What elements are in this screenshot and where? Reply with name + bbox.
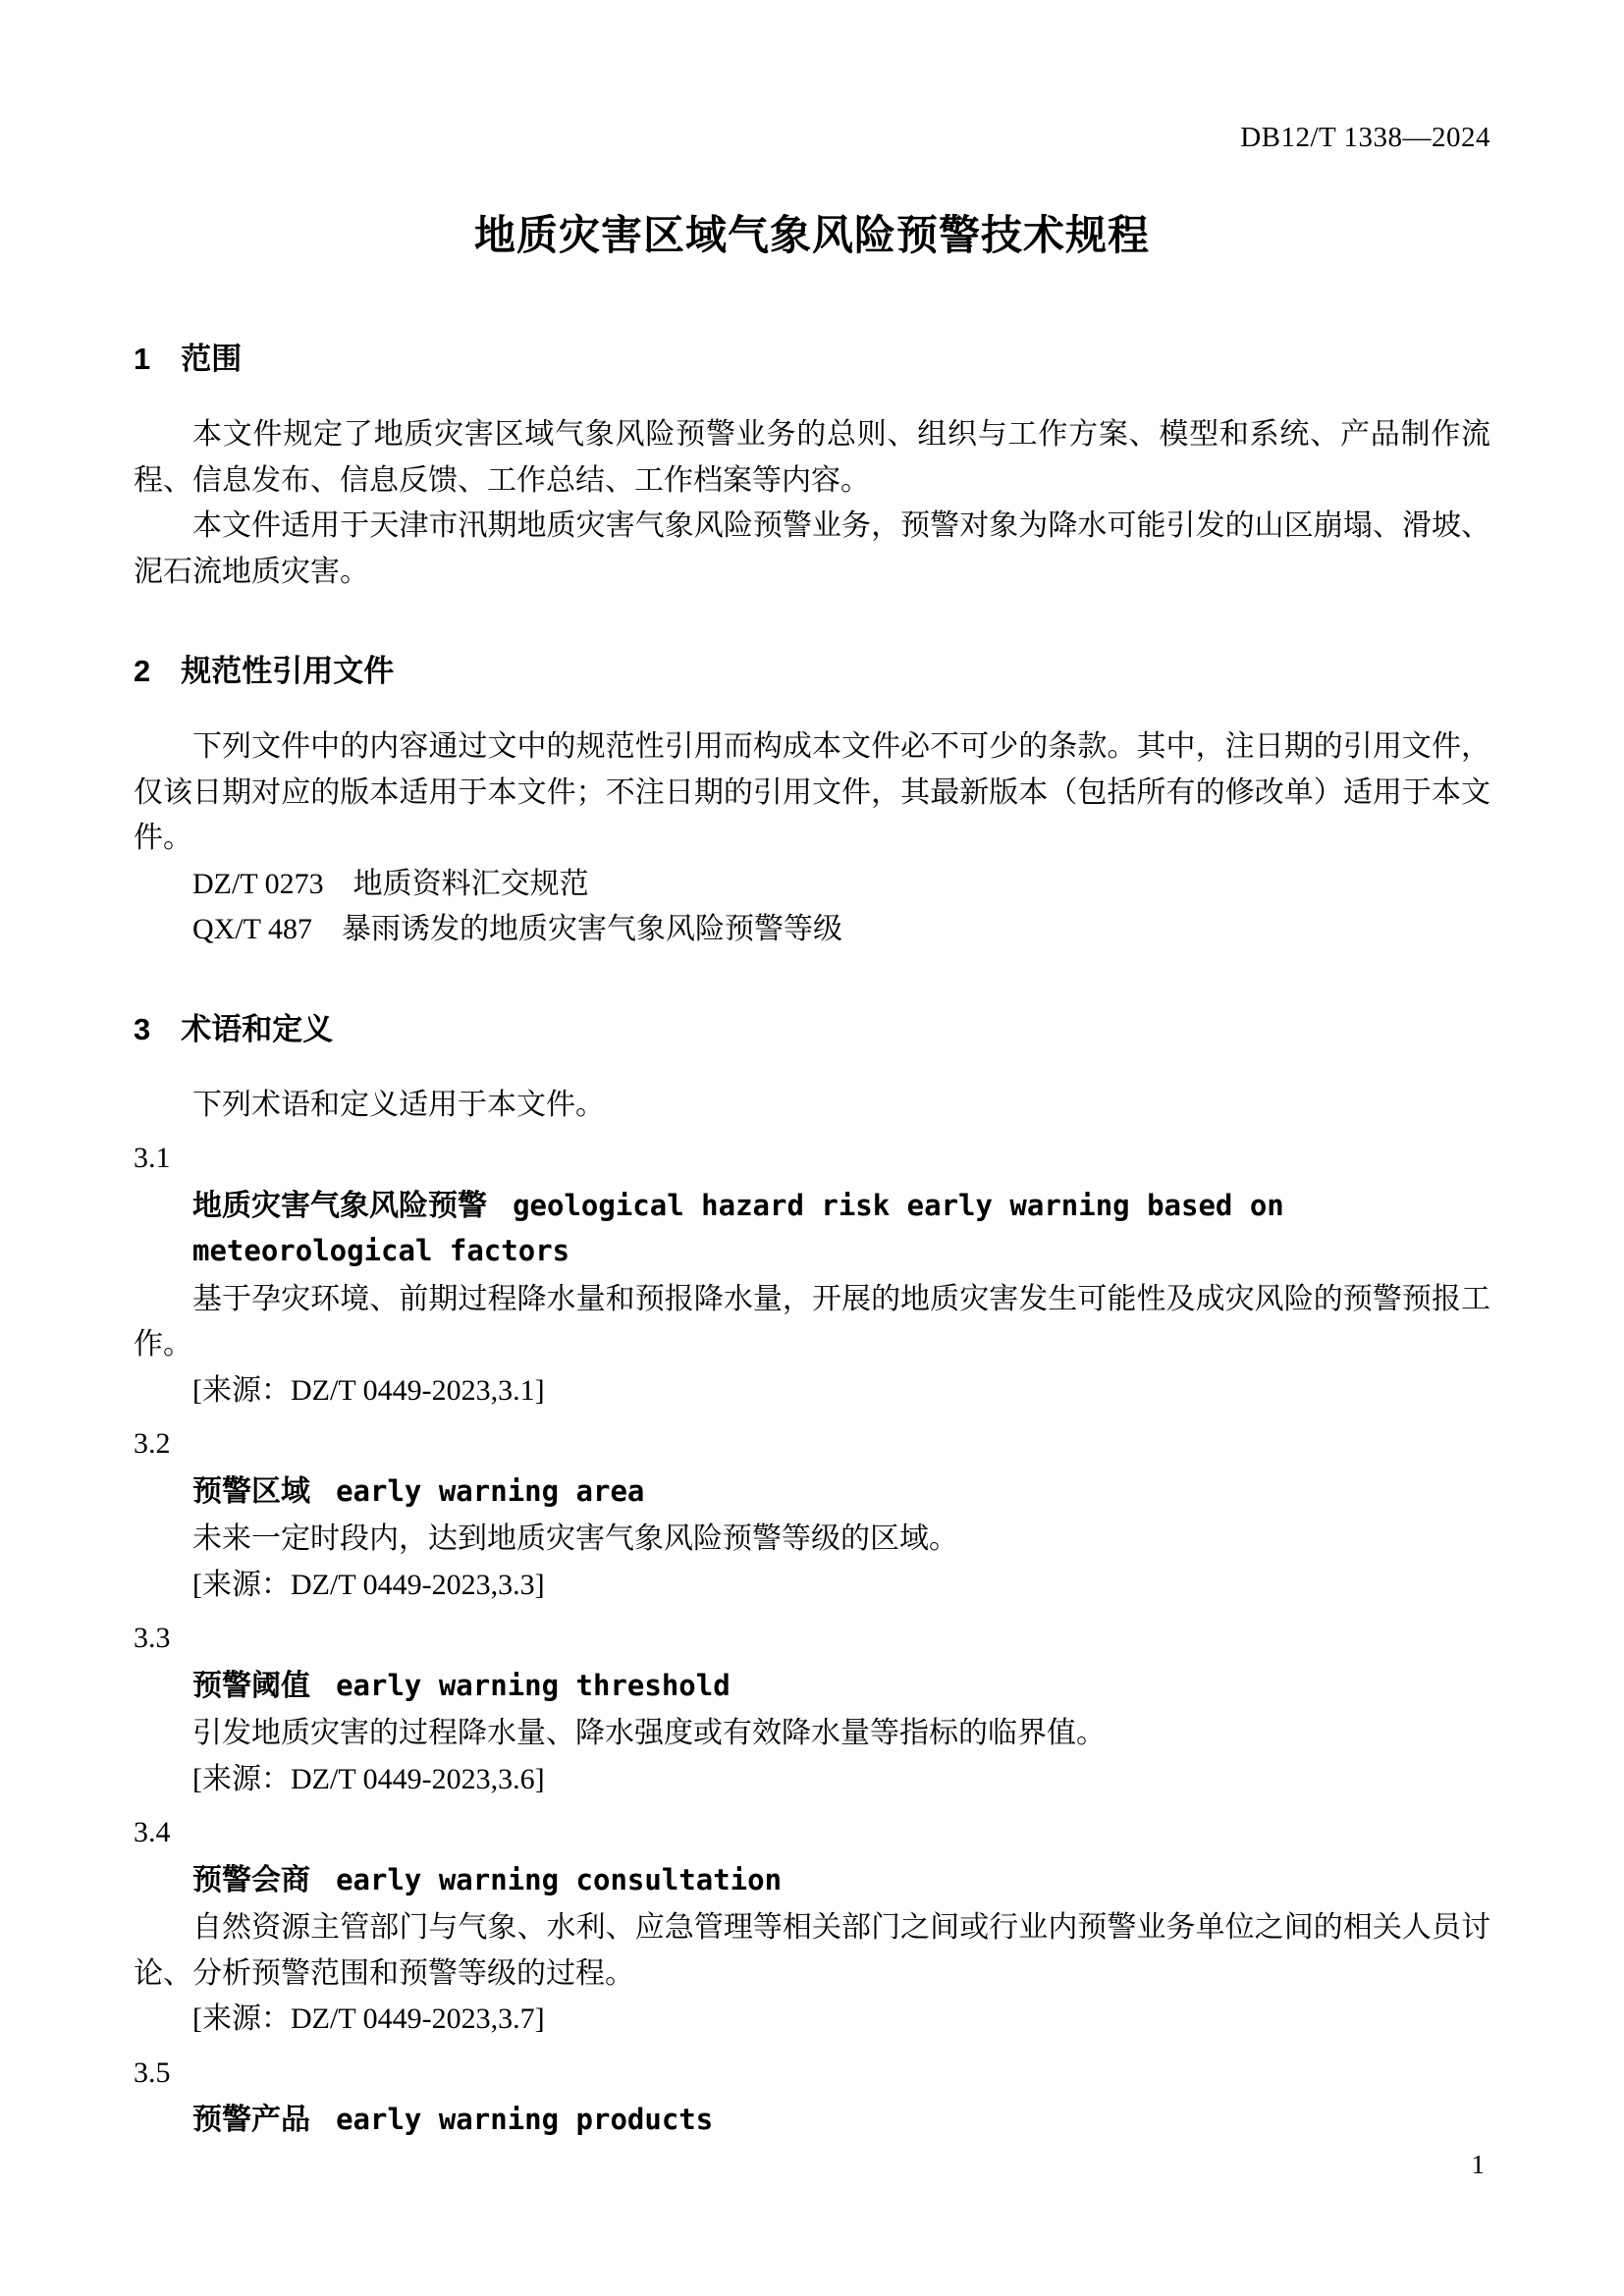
reference-item: DZ/T 0273 地质资料汇交规范 <box>192 867 589 900</box>
term-line <box>192 1469 1490 1516</box>
term-chinese: 预警区域 <box>192 1474 310 1508</box>
term-line <box>192 2098 1490 2144</box>
term-line <box>192 1858 1490 1904</box>
term-definition: 基于孕灾环境、前期过程降水量和预报降水量，开展的地质灾害发生可能性及成灾风险的预警预报工作。 <box>134 1282 1490 1362</box>
term-number: 3.5 <box>134 2056 171 2089</box>
term-source: [来源：DZ/T 0449-2023,3.3] <box>192 1568 545 1601</box>
term-number: 3.2 <box>134 1427 171 1461</box>
doc-title: 地质灾害区域气象风险预警技术规程 <box>473 211 1150 258</box>
term-entry <box>134 1136 1490 1414</box>
term-line <box>192 1184 1490 1275</box>
term-entry <box>134 1810 1490 2043</box>
section-3-intro: 下列术语和定义适用于本文件。 <box>192 1088 605 1121</box>
term-number: 3.3 <box>134 1622 171 1655</box>
section-1-paragraph: 本文件规定了地质灾害区域气象风险预警业务的总则、组织与工作方案、模型和系统、产品制作流程、信息发布、信息反馈、工作总结、工作档案等内容。 <box>134 418 1490 497</box>
term-chinese: 地质灾害气象风险预警 <box>192 1189 487 1222</box>
term-definition: 引发地质灾害的过程降水量、降水强度或有效降水量等指标的临界值。 <box>192 1717 1106 1750</box>
section-1-paragraph: 本文件适用于天津市汛期地质灾害气象风险预警业务，预警对象为降水可能引发的山区崩塌、滑坡、泥石流地质灾害。 <box>134 509 1490 588</box>
page-number: 1 <box>1471 2150 1485 2180</box>
reference-item: QX/T 487 暴雨诱发的地质灾害气象风险预警等级 <box>192 913 842 946</box>
term-chinese: 预警产品 <box>192 2104 310 2137</box>
term-entry <box>134 1616 1490 1802</box>
section-2-heading: 2 规范性引用文件 <box>134 654 395 689</box>
term-english: early warning threshold <box>336 1668 731 1702</box>
term-number: 3.1 <box>134 1142 171 1175</box>
term-chinese: 预警会商 <box>192 1863 310 1896</box>
term-source: [来源：DZ/T 0449-2023,3.7] <box>192 2002 545 2036</box>
term-source: [来源：DZ/T 0449-2023,3.1] <box>192 1373 545 1407</box>
section-2-intro: 下列文件中的内容通过文中的规范性引用而构成本文件必不可少的条款。其中，注日期的引用文件，仅该日期对应的版本适用于本文件；不注日期的引用文件，其最新版本（包括所有的修改单）适用于本文件。 <box>134 730 1490 855</box>
section-1-heading: 1 范围 <box>134 342 243 377</box>
term-english: early warning consultation <box>336 1862 783 1896</box>
term-chinese: 预警阈值 <box>192 1669 310 1702</box>
term-source: [来源：DZ/T 0449-2023,3.6] <box>192 1762 545 1795</box>
term-number: 3.4 <box>134 1816 171 1849</box>
term-english: early warning area <box>336 1473 645 1508</box>
term-english: geological hazard risk early warning based on meteorological factors <box>192 1188 1284 1268</box>
term-english: early warning products <box>336 2103 714 2137</box>
term-definition: 自然资源主管部门与气象、水利、应急管理等相关部门之间或行业内预警业务单位之间的相关人员讨论、分析预警范围和预警等级的过程。 <box>134 1911 1490 1990</box>
doc-number: DB12/T 1338—2024 <box>1240 122 1490 153</box>
term-entry <box>134 1421 1490 1608</box>
term-definition: 未来一定时段内，达到地质灾害气象风险预警等级的区域。 <box>192 1522 958 1556</box>
term-line <box>192 1664 1490 1710</box>
term-entry <box>134 2051 1490 2144</box>
section-3-heading: 3 术语和定义 <box>134 1011 334 1046</box>
